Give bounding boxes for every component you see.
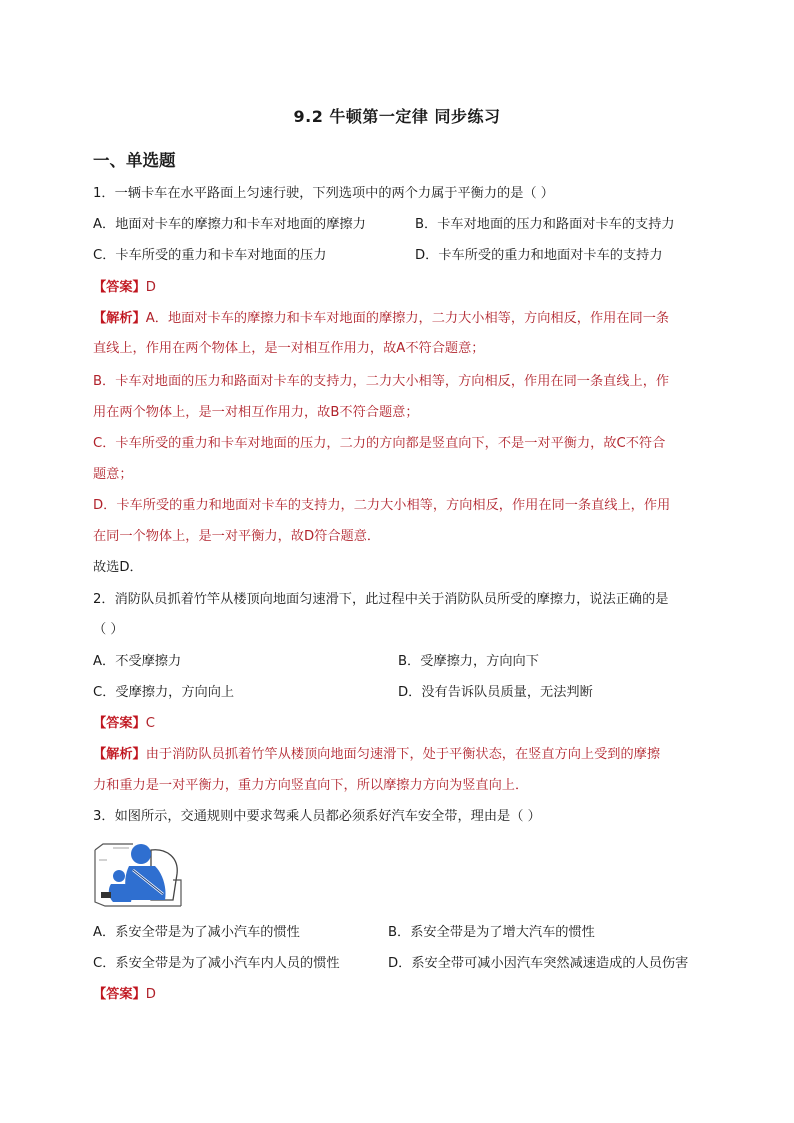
q1-option-d: D．卡车所受的重力和地面对卡车的支持力 bbox=[415, 248, 663, 263]
q1-stem: 1．一辆卡车在水平路面上匀速行驶，下列选项中的两个力属于平衡力的是（ ） bbox=[93, 186, 554, 201]
q3-option-b: B．系安全带是为了增大汽车的惯性 bbox=[388, 925, 595, 940]
q3-option-d: D．系安全带可减小因汽车突然减速造成的人员伤害 bbox=[388, 956, 689, 971]
q2-analysis-line bbox=[93, 746, 660, 764]
answer-label: 【答案】 bbox=[93, 280, 146, 295]
adult-head bbox=[131, 844, 151, 864]
q2-option-d: D．没有告诉队员质量，无法判断 bbox=[398, 685, 593, 700]
q3-stem: 3．如图所示，交通规则中要求驾乘人员都必须系好汽车安全带，理由是（ ） bbox=[93, 809, 541, 824]
seatbelt-illustration bbox=[93, 840, 183, 912]
q1-analysis-line: 直线上，作用在两个物体上，是一对相互作用力，故A不符合题意； bbox=[93, 341, 485, 356]
q1-analysis-line: B．卡车对地面的压力和路面对卡车的支持力，二力大小相等，方向相反，作用在同一条直线上，作 bbox=[93, 374, 670, 389]
q2-option-b: B．受摩擦力，方向向下 bbox=[398, 654, 539, 669]
q1-analysis-line: 题意； bbox=[93, 467, 133, 482]
answer-label: 【答案】 bbox=[93, 987, 146, 1002]
analysis-text: 由于消防队员抓着竹竿从楼顶向地面匀速滑下，处于平衡状态，在竖直方向上受到的摩擦 bbox=[145, 747, 661, 762]
q2-answer bbox=[93, 715, 155, 733]
q1-conclusion: 故选D． bbox=[93, 560, 143, 575]
answer-value: D bbox=[145, 987, 156, 1002]
q1-answer bbox=[93, 279, 156, 297]
q1-analysis-line: C．卡车所受的重力和卡车对地面的压力，二力的方向都是竖直向下，不是一对平衡力，故C不符合 bbox=[93, 436, 666, 451]
q2-stem-cont: （ ） bbox=[93, 622, 124, 637]
analysis-label: 【解析】 bbox=[93, 747, 146, 762]
seat-frame-sketch bbox=[99, 848, 129, 860]
q1-analysis-line: D．卡车所受的重力和地面对卡车的支持力，二力大小相等，方向相反，作用在同一条直线上，作用 bbox=[93, 498, 671, 513]
q1-option-a: A．地面对卡车的摩擦力和卡车对地面的摩擦力 bbox=[93, 217, 366, 232]
q2-option-c: C．受摩擦力，方向向上 bbox=[93, 685, 235, 700]
q3-option-a: A．系安全带是为了减小汽车的惯性 bbox=[93, 925, 300, 940]
answer-value: C bbox=[145, 716, 155, 731]
q1-analysis-line: 用在两个物体上，是一对相互作用力，故B不符合题意； bbox=[93, 405, 419, 420]
page-title: 9.2 牛顿第一定律 同步练习 bbox=[293, 107, 501, 126]
q1-analysis-line: 在同一个物体上，是一对平衡力，故D符合题意． bbox=[93, 529, 381, 544]
child-head bbox=[113, 870, 125, 882]
analysis-label: 【解析】 bbox=[93, 311, 146, 326]
q3-option-c: C．系安全带是为了减小汽车内人员的惯性 bbox=[93, 956, 340, 971]
q1-option-b: B．卡车对地面的压力和路面对卡车的支持力 bbox=[415, 217, 675, 232]
analysis-text: A．地面对卡车的摩擦力和卡车对地面的摩擦力，二力大小相等，方向相反，作用在同一条 bbox=[145, 311, 670, 326]
answer-label: 【答案】 bbox=[93, 716, 146, 731]
section-heading: 一、单选题 bbox=[93, 151, 176, 170]
q2-stem: 2．消防队员抓着竹竿从楼顶向地面匀速滑下，此过程中关于消防队员所受的摩擦力，说法正确的是 bbox=[93, 592, 669, 607]
q2-option-a: A．不受摩擦力 bbox=[93, 654, 182, 669]
answer-value: D bbox=[145, 280, 156, 295]
q1-option-c: C．卡车所受的重力和卡车对地面的压力 bbox=[93, 248, 327, 263]
q3-answer bbox=[93, 986, 156, 1004]
seat-latch bbox=[101, 892, 111, 898]
q1-analysis-line bbox=[93, 310, 669, 328]
q2-analysis-line: 力和重力是一对平衡力，重力方向竖直向下，所以摩擦力方向为竖直向上． bbox=[93, 778, 529, 793]
